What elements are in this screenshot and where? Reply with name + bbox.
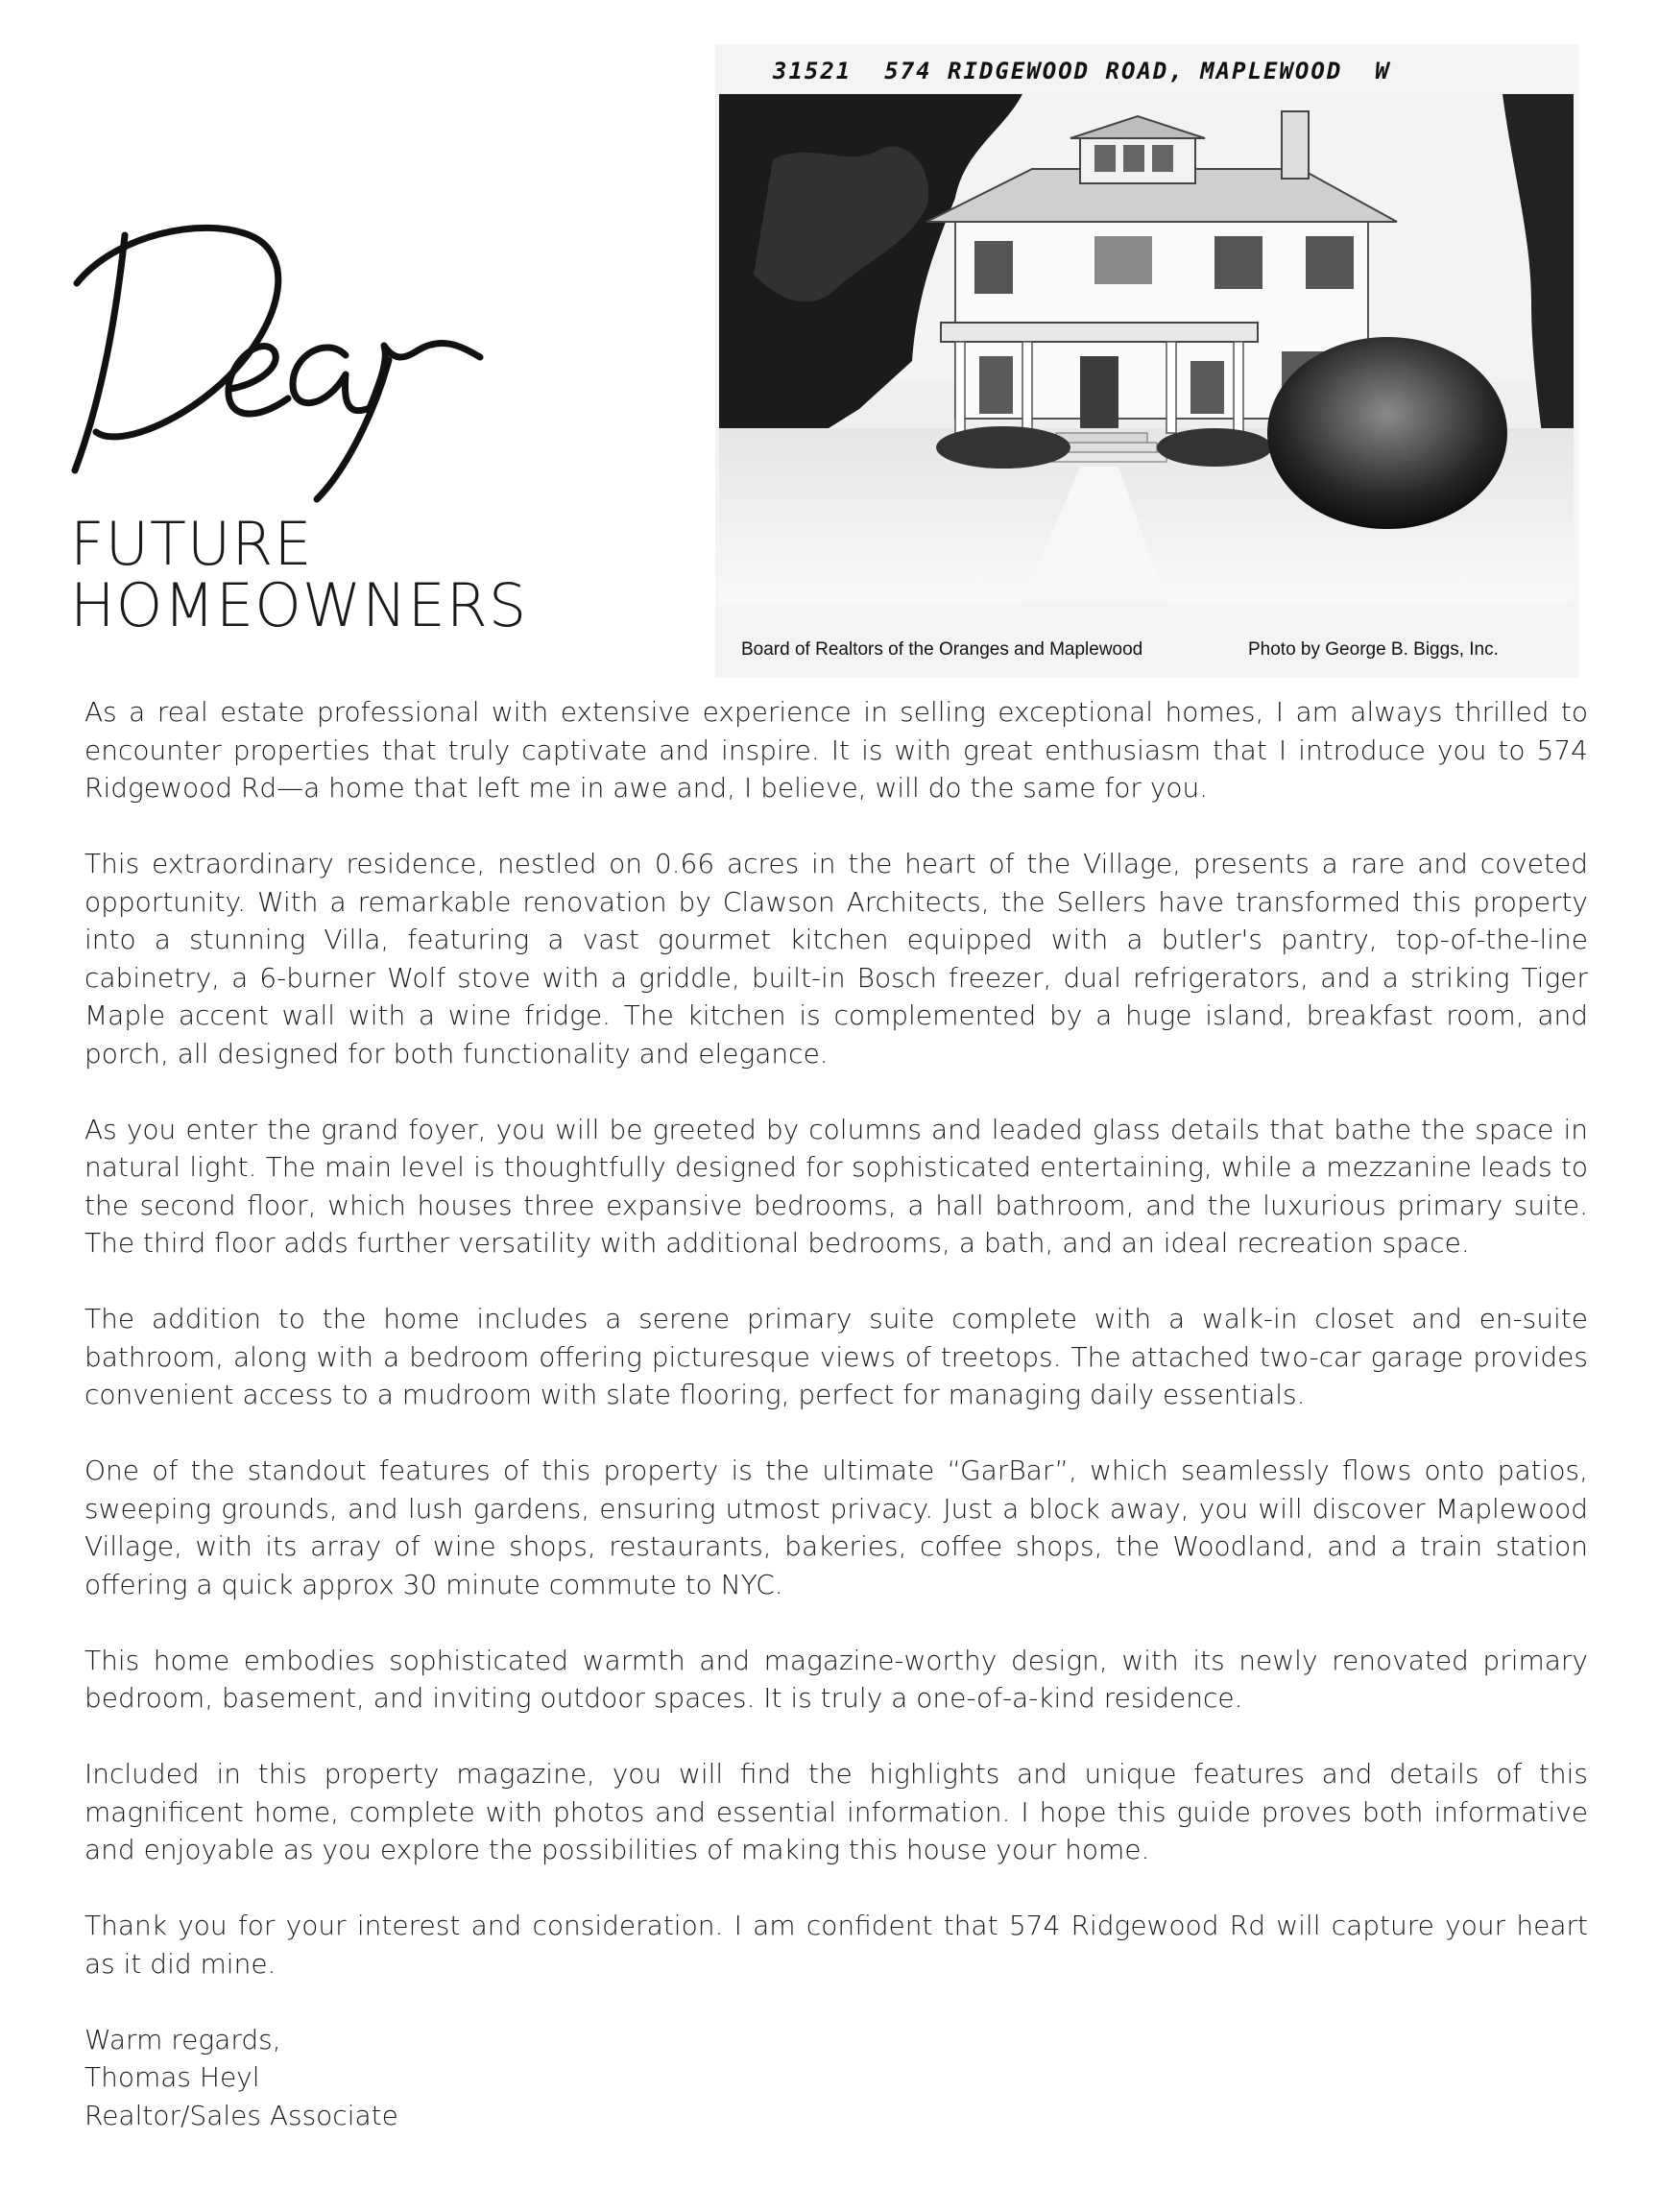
photo-photographer-credit: Photo by George B. Biggs, Inc. bbox=[1248, 639, 1499, 660]
letter-paragraph: As a real estate professional with extensive experience in selling exceptional homes, I am always thrilled to encounter properties that truly captivate and inspire. It is with great enthusiasm that I introduce you to 574 Ridgewood Rd—a home that left me in awe and, I believe, will do the same for you. bbox=[84, 696, 1588, 804]
signer-name: Thomas Heyl bbox=[84, 2061, 260, 2093]
letter-paragraph: As you enter the grand foyer, you will be greeted by columns and leaded glass details that bathe the space in natural light. The main level is thoughtfully designed for sophisticated entertaining, while a mezzanine leads to the second floor, which houses three expansive bedrooms, a hall bathroom, and the luxurious primary suite. The third floor adds further versatility with additional bedrooms, a bath, and an ideal recreation space. bbox=[84, 1113, 1588, 1259]
photo-address: 574 RIDGEWOOD ROAD, MAPLEWOOD bbox=[884, 58, 1343, 84]
letter-paragraph: One of the standout features of this property is the ultimate “GarBar”, which seamlessly flows onto patios, sweeping grounds, and lush gardens, ensuring utmost privacy. Just a block away, you will discover Maplewood Village, with its array of wine shops, restaurants, bakeries, coffee shops, the Woodland, and a train station offering a quick approx 30 minute commute to NYC. bbox=[84, 1455, 1588, 1600]
signer-title: Realtor/Sales Associate bbox=[84, 2099, 398, 2131]
subtitle-line-2: HOMEOWNERS bbox=[70, 570, 528, 640]
house-photo-drawing bbox=[715, 44, 1579, 678]
subtitle-future-homeowners bbox=[70, 509, 528, 640]
letter-paragraph: The addition to the home includes a serene primary suite complete with a walk-in closet and en-suite bathroom, along with a bedroom offering picturesque views of treetops. The attached two-car garage provides convenient access to a mudroom with slate flooring, perfect for managing daily essentials. bbox=[84, 1303, 1588, 1410]
script-dear-drawing bbox=[58, 192, 595, 509]
letter-paragraph: This home embodies sophisticated warmth and magazine-worthy design, with its newly renovated primary bedroom, basement, and inviting outdoor spaces. It is truly a one-of-a-kind residence. bbox=[84, 1644, 1588, 1714]
script-dear-heading bbox=[58, 192, 595, 509]
letter-paragraph: Thank you for your interest and consideration. I am confident that 574 Ridgewood Rd will capture your heart as it did mine. bbox=[84, 1910, 1588, 1980]
subtitle-line-1: FUTURE bbox=[70, 509, 313, 579]
photo-header-caption bbox=[773, 58, 1424, 84]
letter-body bbox=[84, 693, 1588, 2134]
photo-board-credit: Board of Realtors of the Oranges and Maplewood bbox=[741, 639, 1143, 660]
photo-listing-number: 31521 bbox=[773, 58, 853, 84]
historic-house-photo bbox=[715, 44, 1579, 678]
photo-header-suffix: W bbox=[1375, 58, 1391, 84]
letter-paragraph: Included in this property magazine, you will find the highlights and unique features and details of this magnificent home, complete with photos and essential information. I hope this guide proves both informative and enjoyable as you explore the possibilities of making this house your home. bbox=[84, 1758, 1588, 1865]
letter-signoff bbox=[84, 2021, 1588, 2135]
closing-line: Warm regards, bbox=[84, 2023, 281, 2056]
letter-paragraph: This extraordinary residence, nestled on 0.66 acres in the heart of the Village, presents a rare and coveted opportunity. With a remarkable renovation by Clawson Architects, the Sellers have transformed this property into a stunning Villa, featuring a vast gourmet kitchen equipped with a butler's pantry, top-of-the-line cabinetry, a 6-burner Wolf stove with a griddle, built-in Bosch freezer, dual refrigerators, and a striking Tiger Maple accent wall with a wine fridge. The kitchen is complemented by a huge island, breakfast room, and porch, all designed for both functionality and elegance. bbox=[84, 848, 1588, 1070]
